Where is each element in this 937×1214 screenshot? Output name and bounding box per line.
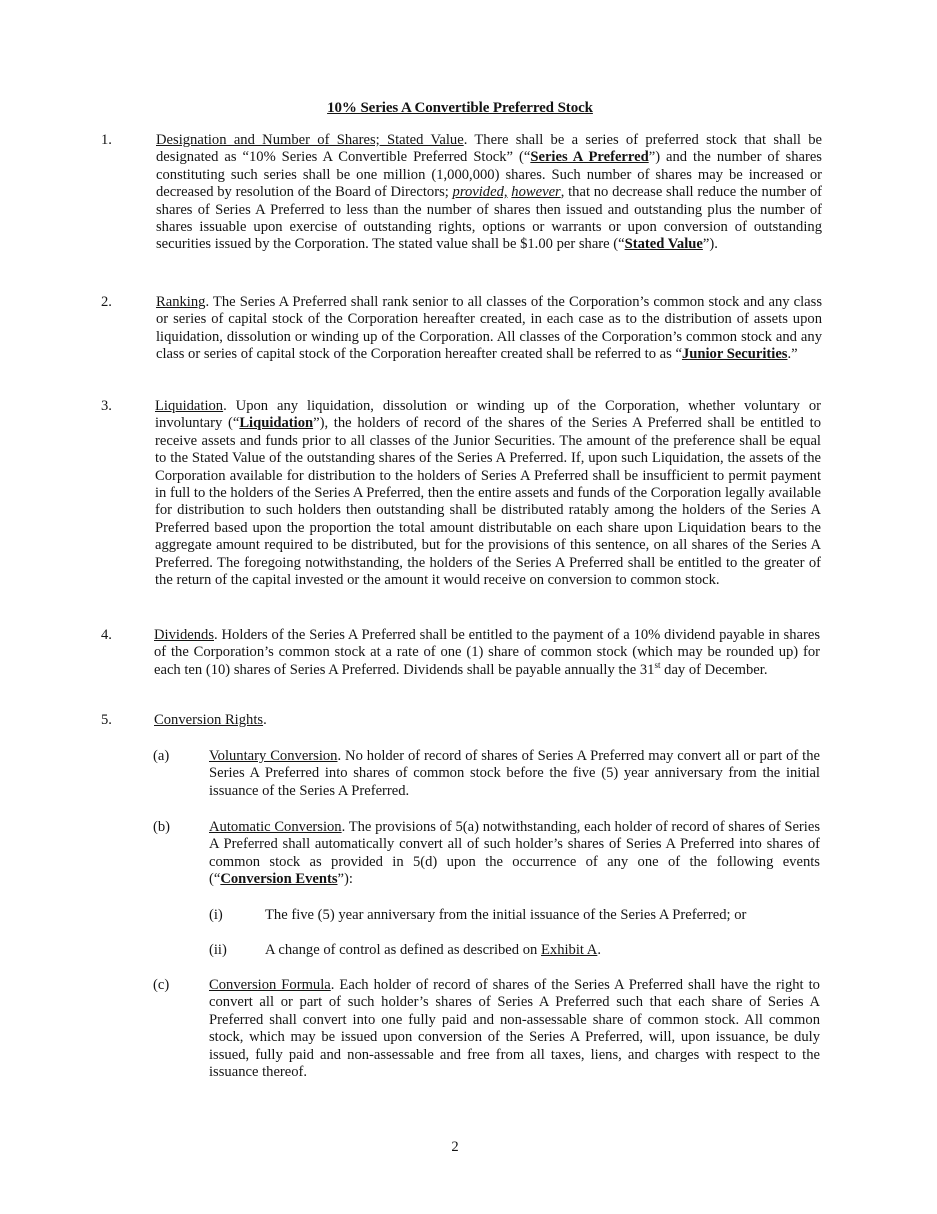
subsection-heading: Automatic Conversion [209,819,342,835]
defined-term: Series A Preferred [530,149,649,166]
item-label: (i) [209,907,223,923]
section-number: 5. [101,712,112,728]
section-heading: Liquidation [155,398,224,414]
subsection-label: (c) [153,977,170,993]
section-number: 4. [101,627,112,643]
defined-term: Junior Securities [681,346,788,363]
section-4-paragraph: Dividends. Holders of the Series A Preferred shall be entitled to the payment of a 10% dividend payable in shares of the Corporation’s common stock at a rate of one (1) share of common stock (which may be rounded up) for each ten (10) shares of Series A Preferred. Dividends shall be payable annually the 31st day of December. [154,627,820,678]
document-title: 10% Series A Convertible Preferred Stock [327,100,593,116]
subsection-b-paragraph: Automatic Conversion. The provisions of 5(a) notwithstanding, each holder of record of shares of Series A Preferred shall automatically convert all of such holder’s shares of Series A Preferred into shares of common stock as provided in 5(d) upon the occurrence of any one of the following events (“Conversion Events”): [209,819,820,888]
defined-term: Stated Value [624,236,703,253]
defined-term: Liquidation [239,415,314,432]
item-label: (ii) [209,942,227,958]
section-number: 2. [101,294,112,310]
item-i-text: The five (5) year anniversary from the initial issuance of the Series A Preferred; or [265,907,747,923]
section-number: 3. [101,398,112,414]
ordinal-superscript: st [654,659,661,670]
subsection-c-paragraph: Conversion Formula. Each holder of record of shares of the Series A Preferred shall have the right to convert all or part of such holder’s shares of Series A Preferred such that each share of Series A Preferred shall convert into one fully paid and non-assessable share of common stock. All common stock, which may be issued upon conversion of the Series A Preferred, will, upon issuance, be duly issued, fully paid and non-assessable and free from all taxes, liens, and charges with respect to the issuance thereof. [209,977,820,1081]
page-number: 2 [451,1139,459,1155]
italic-term: however [511,184,561,201]
subsection-label: (b) [153,819,171,835]
subsection-a-paragraph: Voluntary Conversion. No holder of record of shares of Series A Preferred may convert all or part of the Series A Preferred into shares of common stock before the five (5) year anniversary from the initial issuance of the Series A Preferred. [209,748,820,799]
section-heading: Designation and Number of Shares; Stated Value [156,132,464,148]
section-heading: Conversion Rights [154,712,264,728]
section-1-paragraph: Designation and Number of Shares; Stated Value. There shall be a series of preferred stock that shall be designated as “10% Series A Convertible Preferred Stock” (“Series A Preferred”) and the number of shares constituting such series shall be one million (1,000,000) shares. Such number of shares may be increased or decreased by resolution of the Board of Directors; provided, however, that no decrease shall reduce the number of shares of Series A Preferred to less than the number of shares then issued and outstanding plus the number of shares issuable upon exercise of outstanding rights, options or warrants or upon conversion of outstanding securities issued by the Corporation. The stated value shall be $1.00 per share (“Stated Value”). [156,132,822,253]
section-heading: Ranking [156,294,206,310]
section-2-paragraph: Ranking. The Series A Preferred shall rank senior to all classes of the Corporation’s common stock and any class or series of capital stock of the Corporation hereafter created, in each case as to the distribution of assets upon liquidation, dissolution or winding up of the Corporation. All classes of the Corporation’s common stock and any class or series of capital stock of the Corporation hereafter created shall be referred to as “Junior Securities.” [156,294,822,363]
subsection-label: (a) [153,748,170,764]
defined-term: Conversion Events [220,871,338,888]
section-heading: Dividends [154,627,214,643]
section-number: 1. [101,132,112,148]
section-5-heading-line: Conversion Rights. [154,712,267,728]
subsection-heading: Voluntary Conversion [209,748,338,764]
section-3-paragraph: Liquidation. Upon any liquidation, dissolution or winding up of the Corporation, whether voluntary or involuntary (“Liquidation”), the holders of record of the shares of the Series A Preferred shall be entitled to receive assets and funds prior to all classes of the Junior Securities. The amount of the preference shall be equal to the Stated Value of the outstanding shares of the Series A Preferred. If, upon such Liquidation, the assets of the Corporation available for distribution to the holders of Series A Preferred shall be insufficient to permit payment in full to the holders of the Series A Preferred, then the entire assets and funds of the Corporation legally available for distribution to such holders then outstanding shall be distributed ratably among the holders of the Series A Preferred based upon the proportion the total amount distributable on each share upon Liquidation bears to the aggregate amount required to be distributed, but for the provisions of this sentence, on all shares of the Series A Preferred. The foregoing notwithstanding, the holders of the Series A Preferred shall be entitled to the greater of the return of the capital invested or the amount it would receive on conversion to common stock. [155,398,821,589]
subsection-heading: Conversion Formula [209,977,331,993]
italic-term: provided, [452,184,508,201]
exhibit-a-reference: Exhibit A [540,942,598,958]
item-ii-text: A change of control as defined as described on Exhibit A. [265,942,601,958]
